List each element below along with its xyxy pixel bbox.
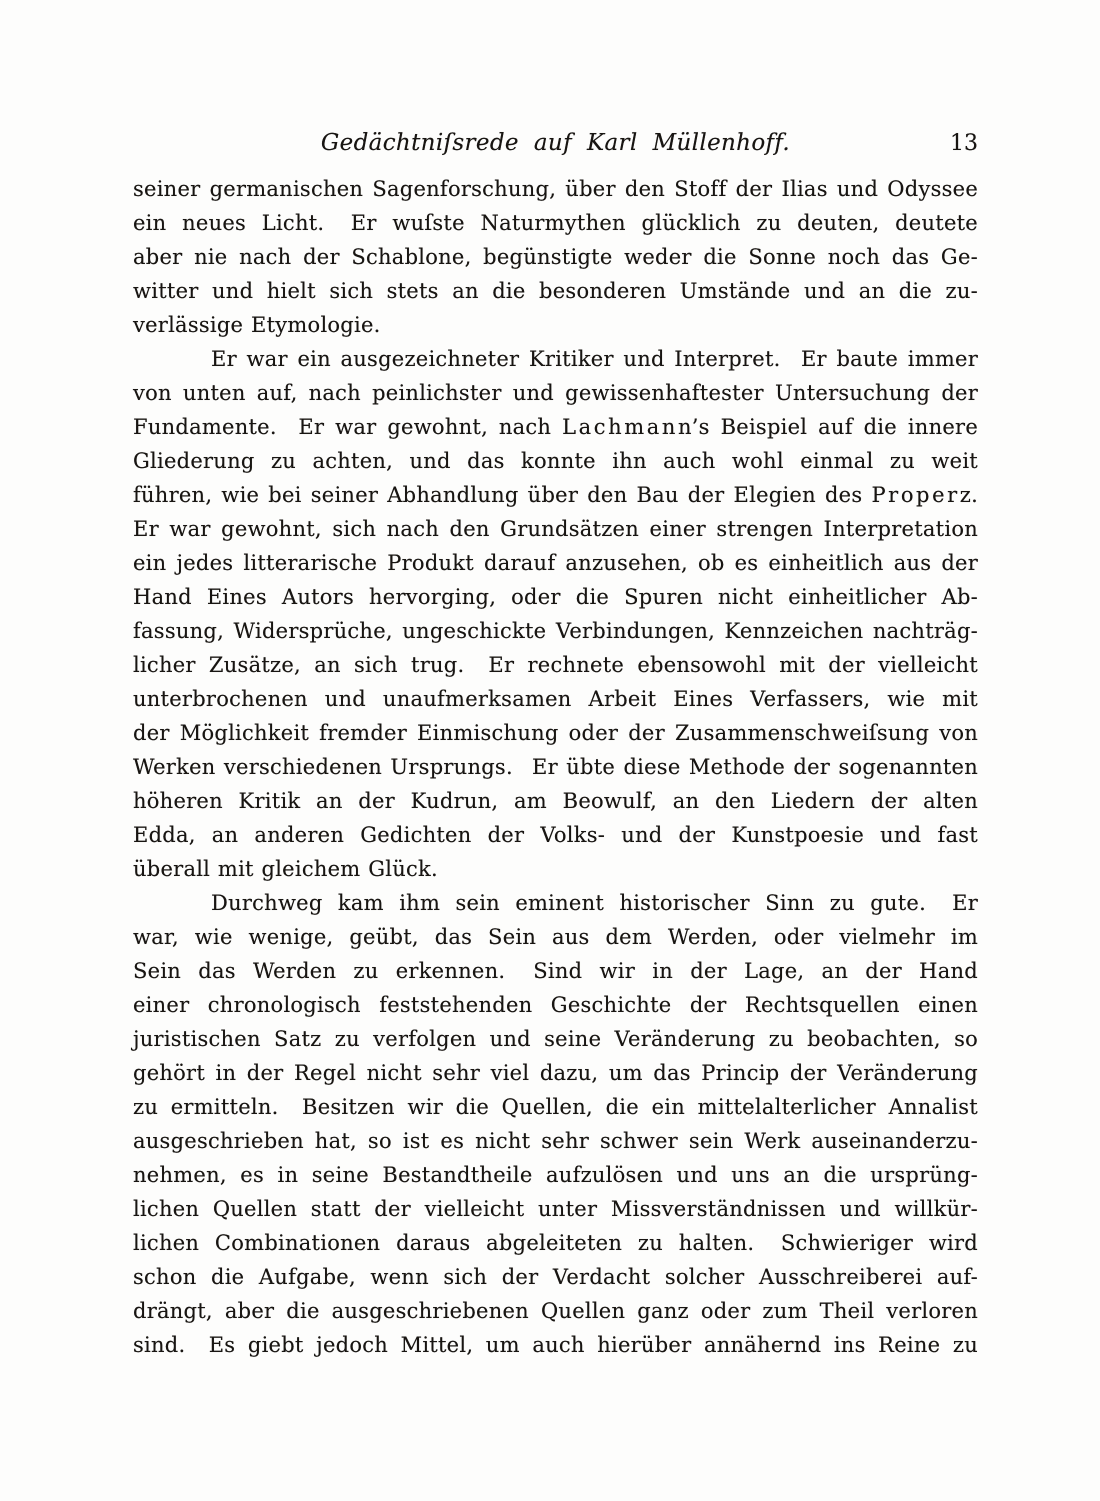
text-line: schon die Aufgabe, wenn sich der Verdacht solcher Ausschreiberei auf- — [133, 1265, 978, 1289]
text-line: Er war ein ausgezeichneter Kritiker und Interpret. Er baute immer — [211, 347, 978, 371]
text-line: juristischen Satz zu verfolgen und seine Veränderung zu beobachten, so — [133, 1027, 978, 1051]
text-line: der Möglichkeit fremder Einmischung oder der Zusammenschweiſsung von — [133, 721, 978, 745]
paragraph — [133, 886, 978, 1362]
text-line: lichen Quellen statt der vielleicht unter Missverständnissen und willkür- — [133, 1197, 978, 1221]
text-line: unterbrochenen und unaufmerksamen Arbeit Eines Verfassers, wie mit — [133, 687, 978, 711]
text-line: ein jedes litterarische Produkt darauf anzusehen, ob es einheitlich aus der — [133, 551, 978, 575]
text-line: ausgeschrieben hat, so ist es nicht sehr schwer sein Werk auseinanderzu- — [133, 1129, 978, 1153]
text-line: licher Zusätze, an sich trug. Er rechnete ebensowohl mit der vielleicht — [133, 653, 978, 677]
text-block — [133, 172, 978, 1362]
text-line: Werken verschiedenen Ursprungs. Er übte diese Methode der sogenannten — [133, 755, 978, 779]
text-line: verlässige Etymologie. — [133, 313, 381, 337]
text-line: höheren Kritik an der Kudrun, am Beowulf, an den Liedern der alten — [133, 789, 978, 813]
text-line: Edda, an anderen Gedichten der Volks- und der Kunstpoesie und fast — [133, 823, 978, 847]
text-line: drängt, aber die ausgeschriebenen Quellen ganz oder zum Theil verloren — [133, 1299, 978, 1323]
text-line: fassung, Widersprüche, ungeschickte Verbindungen, Kennzeichen nachträg- — [133, 619, 978, 643]
text-line: Gliederung zu achten, und das konnte ihn auch wohl einmal zu weit — [133, 449, 978, 473]
text-line: Sein das Werden zu erkennen. Sind wir in der Lage, an der Hand — [133, 959, 978, 983]
text-line: witter und hielt sich stets an die besonderen Umstände und an die zu- — [133, 279, 978, 303]
text-line: aber nie nach der Schablone, begünstigte weder die Sonne noch das Ge- — [133, 245, 978, 269]
text-line: war, wie wenige, geübt, das Sein aus dem Werden, oder vielmehr im — [133, 925, 978, 949]
text-line: überall mit gleichem Glück. — [133, 857, 438, 881]
text-line: Fundamente. Er war gewohnt, nach L a c h m a n n’s Beispiel auf die innere — [133, 415, 978, 439]
text-line: von unten auf, nach peinlichster und gewissenhaftester Untersuchung der — [133, 381, 978, 405]
text-line: Er war gewohnt, sich nach den Grundsätzen einer strengen Interpretation — [133, 517, 978, 541]
text-line: lichen Combinationen daraus abgeleiteten zu halten. Schwieriger wird — [133, 1231, 978, 1255]
running-header — [133, 128, 978, 162]
text-line: sind. Es giebt jedoch Mittel, um auch hierüber annähernd ins Reine zu — [133, 1333, 978, 1357]
text-line: einer chronologisch feststehenden Geschichte der Rechtsquellen einen — [133, 993, 978, 1017]
running-header-title: Gedächtniſsrede auf Karl Müllenhoff. — [320, 130, 791, 156]
text-line: zu ermitteln. Besitzen wir die Quellen, die ein mittelalterlicher Annalist — [133, 1095, 978, 1119]
text-line: führen, wie bei seiner Abhandlung über den Bau der Elegien des P r o p e r z. — [133, 483, 978, 507]
text-line: Durchweg kam ihm sein eminent historischer Sinn zu gute. Er — [211, 891, 978, 915]
text-line: gehört in der Regel nicht sehr viel dazu, um das Princip der Veränderung — [133, 1061, 978, 1085]
paragraph — [133, 342, 978, 886]
text-line: Hand Eines Autors hervorging, oder die Spuren nicht einheitlicher Ab- — [133, 585, 978, 609]
text-line: ein neues Licht. Er wuſste Naturmythen glücklich zu deuten, deutete — [133, 211, 978, 235]
paragraph — [133, 172, 978, 342]
text-line: seiner germanischen Sagenforschung, über den Stoff der Ilias und Odyssee — [133, 177, 978, 201]
page-number: 13 — [950, 131, 978, 156]
text-line: nehmen, es in seine Bestandtheile aufzulösen und uns an die ursprüng- — [133, 1163, 978, 1187]
